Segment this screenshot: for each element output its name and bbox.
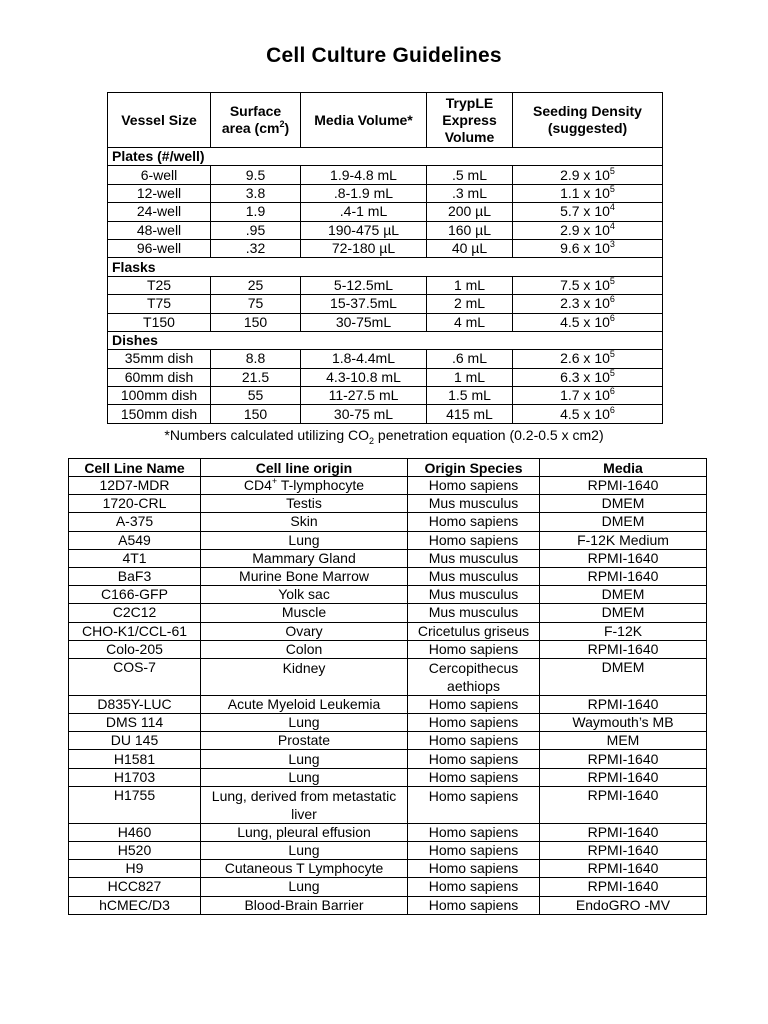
media-volume-cell: 190-475 µL <box>301 221 427 239</box>
media-cell: RPMI-1640 <box>540 786 707 823</box>
seeding-density-cell <box>513 221 663 239</box>
tryple-volume-cell: 1.5 mL <box>427 387 513 405</box>
seeding-density-base: 4.5 x 10 <box>560 313 610 330</box>
cell-line-origin-cell: Lung <box>201 750 408 768</box>
cell-line-name-cell: 4T1 <box>69 549 201 567</box>
media-cell: RPMI-1640 <box>540 878 707 896</box>
media-cell: EndoGRO -MV <box>540 896 707 914</box>
origin-species-cell: Homo sapiens <box>408 513 540 531</box>
media-cell: DMEM <box>540 586 707 604</box>
cell-line-name-cell: HCC827 <box>69 878 201 896</box>
cell-line-origin-cell: Murine Bone Marrow <box>201 567 408 585</box>
media-volume-cell: 11-27.5 mL <box>301 387 427 405</box>
cell-line-origin-cell: Lung <box>201 714 408 732</box>
seeding-density-exponent: 5 <box>609 349 615 360</box>
surface-area-cell: 8.8 <box>211 350 301 368</box>
table-row <box>69 513 707 531</box>
surface-area-cell: .32 <box>211 239 301 257</box>
header-vessel-size: Vessel Size <box>108 93 211 148</box>
table-row <box>69 750 707 768</box>
cell-line-name-cell: H520 <box>69 842 201 860</box>
media-cell: RPMI-1640 <box>540 640 707 658</box>
cell-line-name-cell: C2C12 <box>69 604 201 622</box>
media-cell: RPMI-1640 <box>540 567 707 585</box>
origin-text: CD4 <box>243 477 272 494</box>
vessel-size-cell: 96-well <box>108 239 211 257</box>
table-row <box>69 567 707 585</box>
seeding-density-exponent: 5 <box>609 165 615 176</box>
surface-area-cell: 9.5 <box>211 166 301 184</box>
vessel-size-cell: 100mm dish <box>108 387 211 405</box>
table-row <box>69 622 707 640</box>
table-row <box>108 221 663 239</box>
media-cell: RPMI-1640 <box>540 549 707 567</box>
vessel-size-cell: 24-well <box>108 203 211 221</box>
table-row <box>69 604 707 622</box>
origin-species-cell: Homo sapiens <box>408 750 540 768</box>
cell-line-origin-cell: Colon <box>201 640 408 658</box>
media-cell: F-12K <box>540 622 707 640</box>
cell-line-name-cell: A-375 <box>69 513 201 531</box>
media-volume-cell: 30-75mL <box>301 313 427 331</box>
media-volume-cell: 72-180 µL <box>301 239 427 257</box>
header-media: Media <box>540 459 707 477</box>
media-cell: RPMI-1640 <box>540 750 707 768</box>
table-row <box>108 387 663 405</box>
section-row <box>108 148 663 166</box>
cell-line-origin-cell: Lung, derived from metastatic liver <box>201 786 408 823</box>
seeding-density-cell <box>513 239 663 257</box>
table-row <box>108 405 663 423</box>
header-surface-area-close: ) <box>284 120 290 136</box>
seeding-density-exponent: 6 <box>609 404 615 415</box>
seeding-density-base: 7.5 x 10 <box>560 276 610 293</box>
origin-species-cell: Homo sapiens <box>408 640 540 658</box>
seeding-density-cell <box>513 368 663 386</box>
surface-area-cell: 25 <box>211 276 301 294</box>
vessel-size-cell: T25 <box>108 276 211 294</box>
table-row <box>69 640 707 658</box>
media-volume-cell: 30-75 mL <box>301 405 427 423</box>
origin-rest: T-lymphocyte <box>277 477 365 494</box>
cell-line-origin-cell: Lung, pleural effusion <box>201 823 408 841</box>
surface-area-cell: 150 <box>211 313 301 331</box>
origin-species-cell: Homo sapiens <box>408 786 540 823</box>
table-row <box>69 495 707 513</box>
footnote <box>0 427 768 446</box>
media-cell: RPMI-1640 <box>540 477 707 495</box>
footnote-after: penetration equation (0.2-0.5 x cm2) <box>374 427 604 443</box>
origin-species-cell: Homo sapiens <box>408 768 540 786</box>
origin-species-cell: Homo sapiens <box>408 842 540 860</box>
seeding-density-exponent: 6 <box>609 294 615 305</box>
section-row <box>108 331 663 349</box>
cell-line-origin-cell: Yolk sac <box>201 586 408 604</box>
cell-table-body <box>69 477 707 915</box>
section-label: Dishes <box>108 331 663 349</box>
cell-line-name-cell: DMS 114 <box>69 714 201 732</box>
cell-line-name-cell: CHO-K1/CCL-61 <box>69 622 201 640</box>
vessel-size-cell: 12-well <box>108 184 211 202</box>
table-row <box>69 732 707 750</box>
media-volume-cell: 4.3-10.8 mL <box>301 368 427 386</box>
surface-area-cell: 150 <box>211 405 301 423</box>
origin-species-cell: Homo sapiens <box>408 531 540 549</box>
origin-species-cell: Homo sapiens <box>408 860 540 878</box>
header-surface-area-sup: 2 <box>279 119 285 129</box>
table-row <box>69 658 707 695</box>
seeding-density-cell <box>513 203 663 221</box>
cell-line-origin-cell: Kidney <box>201 658 408 695</box>
cell-line-origin-cell: Lung <box>201 531 408 549</box>
cell-line-table <box>68 458 707 915</box>
media-volume-cell: 1.8-4.4mL <box>301 350 427 368</box>
cell-line-origin-cell: Prostate <box>201 732 408 750</box>
table-row <box>69 586 707 604</box>
tryple-volume-cell: 160 µL <box>427 221 513 239</box>
surface-area-cell: 3.8 <box>211 184 301 202</box>
header-tryple: TrypLE Express Volume <box>427 93 513 148</box>
tryple-volume-cell: 200 µL <box>427 203 513 221</box>
vessel-size-cell: T150 <box>108 313 211 331</box>
media-volume-cell: 5-12.5mL <box>301 276 427 294</box>
table-row <box>108 313 663 331</box>
origin-species-cell: Mus musculus <box>408 549 540 567</box>
cell-line-name-cell: 1720-CRL <box>69 495 201 513</box>
origin-species-cell: Cricetulus griseus <box>408 622 540 640</box>
tryple-volume-cell: 40 µL <box>427 239 513 257</box>
table-row <box>108 350 663 368</box>
media-cell: DMEM <box>540 658 707 695</box>
seeding-density-exponent: 5 <box>609 276 615 286</box>
media-cell: DMEM <box>540 513 707 531</box>
media-cell: RPMI-1640 <box>540 823 707 841</box>
table-row <box>108 166 663 184</box>
media-volume-cell: .8-1.9 mL <box>301 184 427 202</box>
cell-line-origin-cell: Blood-Brain Barrier <box>201 896 408 914</box>
cell-line-name-cell: A549 <box>69 531 201 549</box>
footnote-sub: 2 <box>369 435 375 446</box>
origin-species-cell: Homo sapiens <box>408 878 540 896</box>
surface-area-cell: 1.9 <box>211 203 301 221</box>
cell-line-origin-cell: Lung <box>201 842 408 860</box>
origin-species-cell: Homo sapiens <box>408 477 540 495</box>
seeding-density-base: 1.1 x 10 <box>560 184 610 201</box>
surface-area-cell: 55 <box>211 387 301 405</box>
header-surface-area-text: Surface area (cm <box>221 103 282 136</box>
cell-line-name-cell: H460 <box>69 823 201 841</box>
origin-species-cell: Homo sapiens <box>408 695 540 713</box>
media-cell: F-12K Medium <box>540 531 707 549</box>
media-cell: DMEM <box>540 495 707 513</box>
media-volume-cell: 15-37.5mL <box>301 295 427 313</box>
origin-sup: + <box>271 476 278 487</box>
seeding-density-exponent: 6 <box>609 313 615 323</box>
surface-area-cell: 21.5 <box>211 368 301 386</box>
tryple-volume-cell: 415 mL <box>427 405 513 423</box>
table-row <box>69 860 707 878</box>
cell-line-name-cell: H1581 <box>69 750 201 768</box>
section-label: Flasks <box>108 258 663 276</box>
seeding-density-cell <box>513 405 663 423</box>
table-row <box>69 786 707 823</box>
origin-species-cell: Homo sapiens <box>408 732 540 750</box>
seeding-density-base: 2.3 x 10 <box>560 295 610 312</box>
table-row <box>108 368 663 386</box>
seeding-density-exponent: 4 <box>609 221 615 231</box>
seeding-density-exponent: 3 <box>609 239 615 250</box>
tryple-volume-cell: 1 mL <box>427 276 513 294</box>
cell-line-origin-cell: Mammary Gland <box>201 549 408 567</box>
seeding-density-exponent: 4 <box>609 202 615 213</box>
media-cell: RPMI-1640 <box>540 695 707 713</box>
origin-species-cell: Cercopithecus aethiops <box>408 658 540 695</box>
table-row <box>69 477 707 495</box>
seeding-density-base: 9.6 x 10 <box>560 240 610 257</box>
vessel-table <box>107 92 663 424</box>
vessel-size-cell: 6-well <box>108 166 211 184</box>
cell-line-origin-cell: Lung <box>201 768 408 786</box>
cell-line-name-cell: COS-7 <box>69 658 201 695</box>
cell-line-origin-cell: Testis <box>201 495 408 513</box>
seeding-density-cell <box>513 166 663 184</box>
vessel-size-cell: 150mm dish <box>108 405 211 423</box>
page-title: Cell Culture Guidelines <box>266 44 502 67</box>
cell-line-origin-cell: Muscle <box>201 604 408 622</box>
cell-line-name-cell: BaF3 <box>69 567 201 585</box>
tryple-volume-cell: .6 mL <box>427 350 513 368</box>
table-row <box>69 842 707 860</box>
header-seeding-density: Seeding Density (suggested) <box>513 93 663 148</box>
header-cell-line-origin: Cell line origin <box>201 459 408 477</box>
header-cell-line-name: Cell Line Name <box>69 459 201 477</box>
cell-line-name-cell: C166-GFP <box>69 586 201 604</box>
seeding-density-cell <box>513 184 663 202</box>
media-cell: RPMI-1640 <box>540 842 707 860</box>
vessel-table-header-row <box>108 93 663 148</box>
origin-species-cell: Mus musculus <box>408 495 540 513</box>
vessel-table-body <box>108 148 663 424</box>
table-row <box>69 714 707 732</box>
seeding-density-base: 2.6 x 10 <box>560 350 610 367</box>
seeding-density-base: 5.7 x 10 <box>560 203 610 220</box>
cell-line-name-cell: H1703 <box>69 768 201 786</box>
table-row <box>69 768 707 786</box>
table-row <box>69 531 707 549</box>
vessel-size-cell: T75 <box>108 295 211 313</box>
table-row <box>69 878 707 896</box>
table-row <box>69 695 707 713</box>
tryple-volume-cell: .3 mL <box>427 184 513 202</box>
table-row <box>108 295 663 313</box>
seeding-density-base: 6.3 x 10 <box>560 368 610 385</box>
tryple-volume-cell: 2 mL <box>427 295 513 313</box>
cell-table-header-row <box>69 459 707 477</box>
seeding-density-exponent: 5 <box>609 184 615 194</box>
media-cell: RPMI-1640 <box>540 860 707 878</box>
header-surface-area <box>211 93 301 148</box>
seeding-density-base: 1.7 x 10 <box>560 387 610 404</box>
seeding-density-base: 2.9 x 10 <box>560 221 610 238</box>
origin-species-cell: Mus musculus <box>408 604 540 622</box>
table-row <box>69 823 707 841</box>
cell-line-name-cell: H1755 <box>69 786 201 823</box>
media-cell: RPMI-1640 <box>540 768 707 786</box>
cell-line-origin-cell: Cutaneous T Lymphocyte <box>201 860 408 878</box>
cell-line-origin-cell: Lung <box>201 878 408 896</box>
seeding-density-cell <box>513 295 663 313</box>
media-cell: DMEM <box>540 604 707 622</box>
vessel-size-cell: 35mm dish <box>108 350 211 368</box>
tryple-volume-cell: .5 mL <box>427 166 513 184</box>
seeding-density-base: 4.5 x 10 <box>560 405 610 422</box>
table-row <box>69 896 707 914</box>
origin-species-cell: Homo sapiens <box>408 823 540 841</box>
vessel-size-cell: 48-well <box>108 221 211 239</box>
tryple-volume-cell: 1 mL <box>427 368 513 386</box>
cell-line-origin-cell: Ovary <box>201 622 408 640</box>
section-row <box>108 258 663 276</box>
seeding-density-cell <box>513 387 663 405</box>
media-volume-cell: .4-1 mL <box>301 203 427 221</box>
header-media-volume: Media Volume* <box>301 93 427 148</box>
table-row <box>108 184 663 202</box>
seeding-density-cell <box>513 350 663 368</box>
seeding-density-exponent: 5 <box>609 368 615 378</box>
cell-line-name-cell: hCMEC/D3 <box>69 896 201 914</box>
cell-line-origin-cell <box>201 477 408 495</box>
origin-species-cell: Homo sapiens <box>408 714 540 732</box>
seeding-density-base: 2.9 x 10 <box>560 166 610 183</box>
origin-species-cell: Mus musculus <box>408 567 540 585</box>
cell-line-name-cell: DU 145 <box>69 732 201 750</box>
cell-line-name-cell: H9 <box>69 860 201 878</box>
section-label: Plates (#/well) <box>108 148 663 166</box>
header-origin-species: Origin Species <box>408 459 540 477</box>
cell-line-name-cell: D835Y-LUC <box>69 695 201 713</box>
table-row <box>108 203 663 221</box>
footnote-before: *Numbers calculated utilizing CO <box>164 427 370 443</box>
surface-area-cell: .95 <box>211 221 301 239</box>
origin-species-cell: Mus musculus <box>408 586 540 604</box>
vessel-size-cell: 60mm dish <box>108 368 211 386</box>
cell-line-name-cell: Colo-205 <box>69 640 201 658</box>
cell-line-origin-cell: Skin <box>201 513 408 531</box>
table-row <box>69 549 707 567</box>
tryple-volume-cell: 4 mL <box>427 313 513 331</box>
seeding-density-cell <box>513 313 663 331</box>
seeding-density-exponent: 6 <box>609 386 615 397</box>
origin-species-cell: Homo sapiens <box>408 896 540 914</box>
seeding-density-cell <box>513 276 663 294</box>
table-row <box>108 276 663 294</box>
cell-line-name-cell: 12D7-MDR <box>69 477 201 495</box>
media-volume-cell: 1.9-4.8 mL <box>301 166 427 184</box>
media-cell: Waymouth’s MB <box>540 714 707 732</box>
surface-area-cell: 75 <box>211 295 301 313</box>
cell-line-origin-cell: Acute Myeloid Leukemia <box>201 695 408 713</box>
table-row <box>108 239 663 257</box>
media-cell: MEM <box>540 732 707 750</box>
